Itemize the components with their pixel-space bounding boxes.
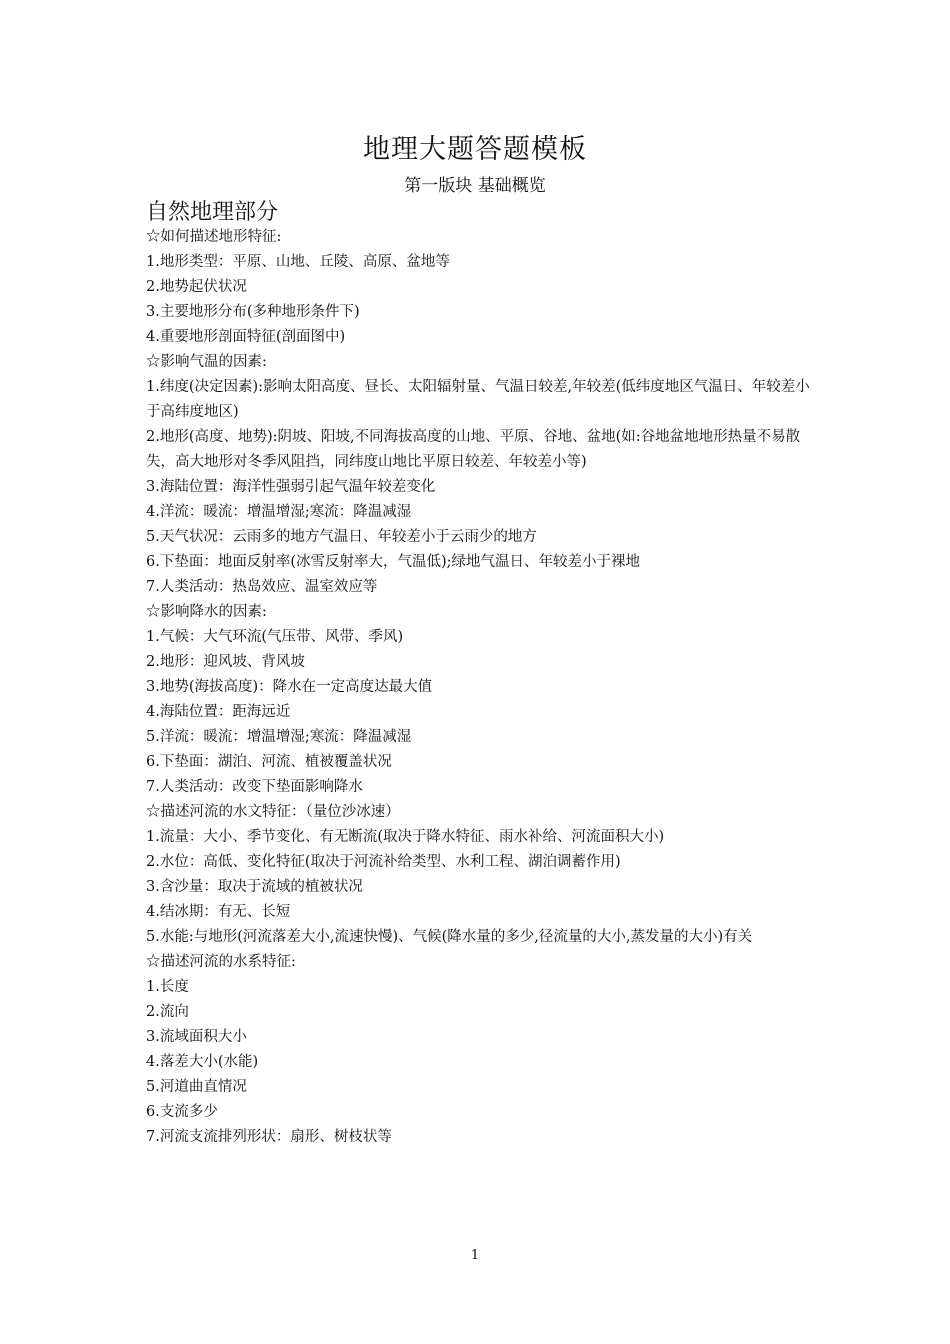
list-item: 6.下垫面：湖泊、河流、植被覆盖状况 — [146, 754, 392, 770]
document-body — [146, 225, 811, 1150]
list-item: 3.地势(海拔高度)：降水在一定高度达最大值 — [146, 679, 433, 695]
list-item: 4.海陆位置：距海远近 — [146, 704, 291, 720]
list-item: 1.长度 — [146, 979, 189, 995]
list-item: 4.洋流：暖流：增温增湿;寒流：降温减湿 — [146, 504, 412, 520]
topic-heading-temperature: ☆影响气温的因素: — [146, 354, 267, 370]
topic-heading-river-system: ☆描述河流的水系特征: — [146, 954, 296, 970]
topic-heading-precipitation: ☆影响降水的因素: — [146, 604, 267, 620]
list-item: 6.下垫面：地面反射率(冰雪反射率大，气温低);绿地气温日、年较差小于裸地 — [146, 554, 641, 570]
list-item: 2.地势起伏状况 — [146, 279, 247, 295]
list-item: 5.河道曲直情况 — [146, 1079, 247, 1095]
section-heading: 自然地理部分 — [146, 200, 279, 225]
list-item: 2.地形(高度、地势):阴坡、阳坡,不同海拔高度的山地、平原、谷地、盆地(如:谷地盆地地形热量不易散失，高大地形对冬季风阻挡，同纬度山地比平原日较差、年较差小等) — [146, 429, 801, 470]
list-item: 3.含沙量：取决于流域的植被状况 — [146, 879, 363, 895]
list-item: 4.重要地形剖面特征(剖面图中) — [146, 329, 346, 345]
list-item: 3.海陆位置：海洋性强弱引起气温年较差变化 — [146, 479, 436, 495]
topic-heading-terrain: ☆如何描述地形特征: — [146, 229, 282, 245]
list-item: 4.结冰期：有无、长短 — [146, 904, 291, 920]
list-item: 1.流量：大小、季节变化、有无断流(取决于降水特征、雨水补给、河流面积大小) — [146, 829, 665, 845]
topic-heading-hydrology: ☆描述河流的水文特征：（量位沙冰速） — [146, 804, 400, 820]
page-number: 1 — [470, 1248, 480, 1263]
list-item: 7.河流支流排列形状：扇形、树枝状等 — [146, 1129, 392, 1145]
document-subtitle: 第一版块 基础概览 — [404, 176, 546, 196]
list-item: 1.地形类型：平原、山地、丘陵、高原、盆地等 — [146, 254, 450, 270]
list-item: 4.落差大小(水能) — [146, 1054, 259, 1070]
list-item: 1.气候：大气环流(气压带、风带、季风) — [146, 629, 404, 645]
list-item: 7.人类活动：热岛效应、温室效应等 — [146, 579, 378, 595]
list-item: 3.流域面积大小 — [146, 1029, 247, 1045]
list-item: 3.主要地形分布(多种地形条件下) — [146, 304, 360, 320]
document-title: 地理大题答题模板 — [363, 134, 587, 165]
list-item: 5.洋流：暖流：增温增湿;寒流：降温减湿 — [146, 729, 412, 745]
list-item: 2.流向 — [146, 1004, 189, 1020]
list-item: 5.水能:与地形(河流落差大小,流速快慢)、气候(降水量的多少,径流量的大小,蒸发量的大小)有关 — [146, 929, 753, 945]
list-item: 6.支流多少 — [146, 1104, 218, 1120]
list-item: 1.纬度(决定因素):影响太阳高度、昼长、太阳辐射量、气温日较差,年较差(低纬度地区气温日、年较差小于高纬度地区) — [146, 379, 810, 420]
list-item: 2.水位：高低、变化特征(取决于河流补给类型、水利工程、湖泊调蓄作用) — [146, 854, 621, 870]
list-item: 7.人类活动：改变下垫面影响降水 — [146, 779, 363, 795]
list-item: 5.天气状况：云雨多的地方气温日、年较差小于云雨少的地方 — [146, 529, 537, 545]
list-item: 2.地形：迎风坡、背风坡 — [146, 654, 305, 670]
